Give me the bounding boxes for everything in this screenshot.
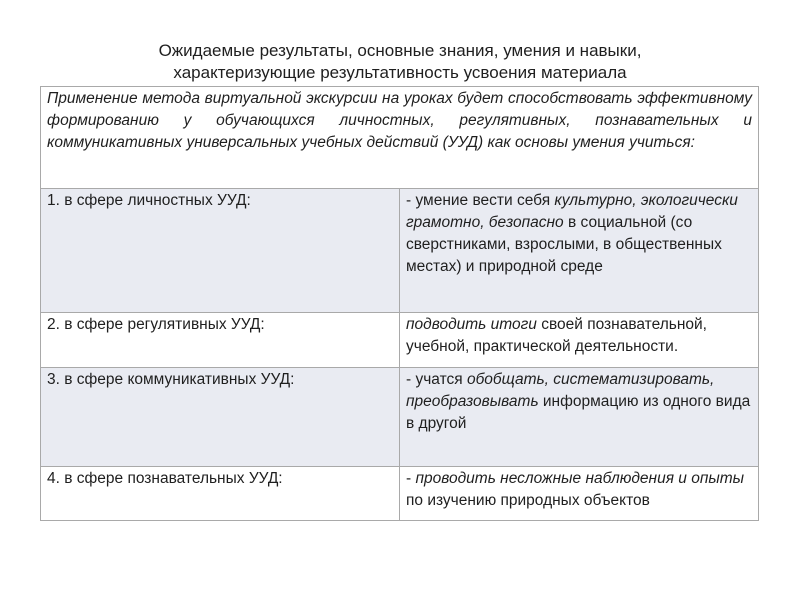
result-text-emphasis: культурно, экологически грамотно, безопасно — [406, 192, 738, 231]
result-text-emphasis: обобщать, систематизировать, преобразовывать — [406, 371, 715, 410]
result-text: в социальной (со сверстниками, взрослыми, в общественных местах) и природной среде — [406, 214, 722, 275]
sphere-cell-communicative: 3. в сфере коммуникативных УУД: — [41, 368, 400, 467]
result-text: - умение вести себя — [406, 192, 555, 209]
table-row — [41, 368, 759, 467]
sphere-cell-cognitive: 4. в сфере познавательных УУД: — [41, 467, 400, 521]
intro-cell: Применение метода виртуальной экскурсии на уроках будет способствовать эффективному формированию у обучающихся личностных, регулятивных, познавательных и коммуникативных универсальных учебных действий (УУД) как основы умения учиться: — [41, 87, 759, 189]
result-text: - учатся — [406, 371, 467, 388]
result-text: - — [406, 470, 416, 487]
table-row — [41, 313, 759, 368]
result-cell-communicative — [400, 368, 759, 467]
intro-row — [41, 87, 759, 189]
results-table — [40, 86, 759, 521]
result-text: по изучению природных объектов — [406, 492, 650, 509]
sphere-cell-personal: 1. в сфере личностных УУД: — [41, 189, 400, 313]
table-row — [41, 189, 759, 313]
slide-title-line-2: характеризующие результативность усвоения материала — [173, 63, 627, 82]
result-text: своей познавательной, учебной, практической деятельности. — [406, 316, 707, 355]
slide-title — [40, 40, 760, 84]
result-cell-personal — [400, 189, 759, 313]
sphere-cell-regulatory: 2. в сфере регулятивных УУД: — [41, 313, 400, 368]
table-row — [41, 467, 759, 521]
result-text-emphasis: подводить итоги — [406, 316, 537, 333]
result-text-emphasis: проводить несложные наблюдения и опыты — [415, 470, 745, 487]
result-text: информацию из одного вида в другой — [406, 393, 751, 432]
slide-title-line-1: Ожидаемые результаты, основные знания, умения и навыки, — [158, 41, 642, 60]
result-cell-regulatory — [400, 313, 759, 368]
result-cell-cognitive — [400, 467, 759, 521]
